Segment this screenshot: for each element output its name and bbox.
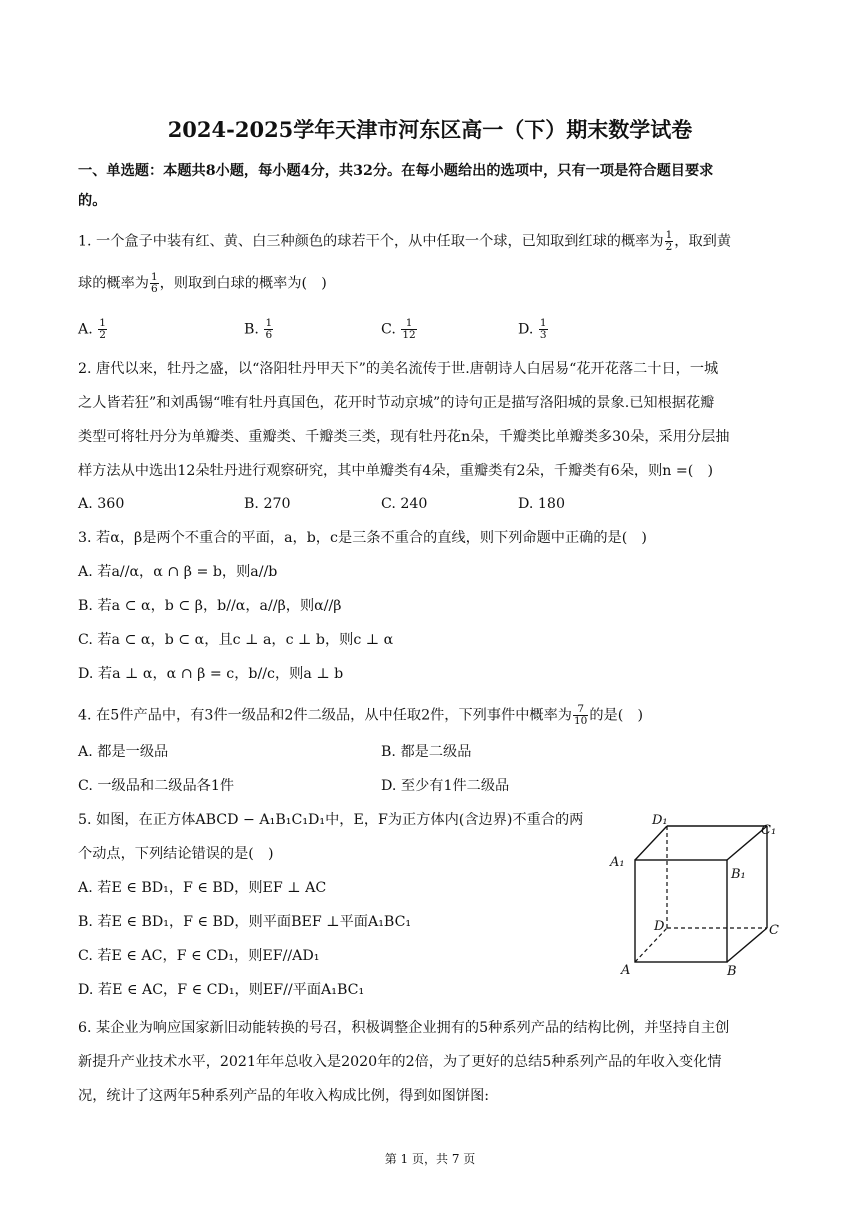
q5-option-a: A. 若E ∈ BD₁，F ∈ BD，则EF ⊥ AC [78, 880, 327, 896]
q4-option-d: D. 至少有1件二级品 [381, 778, 510, 794]
section-heading-line2: 的。 [78, 193, 107, 209]
q3-option-b: B. 若a ⊂ α，b ⊂ β，b//α，a//β，则α//β [78, 598, 342, 614]
q5-option-b: B. 若E ∈ BD₁，F ∈ BD，则平面BEF ⊥平面A₁BC₁ [78, 914, 412, 930]
cube-diagram [604, 808, 784, 978]
exam-title: 2024-2025学年天津市河东区高一（下）期末数学试卷 [167, 117, 693, 142]
q2-stem-line1: 2. 唐代以来，牡丹之盛，以“洛阳牡丹甲天下”的美名流传于世.唐朝诗人白居易“花开花落二十日，一城 [78, 361, 719, 377]
label-c: C [769, 923, 779, 938]
q5-option-c: C. 若E ∈ AC，F ∈ CD₁，则EF//AD₁ [78, 948, 320, 964]
label-a: A [621, 963, 631, 978]
q1-fraction-red: $\frac{1}{2}$ [665, 229, 673, 253]
section-heading-line1: 一、单选题：本题共8小题，每小题4分，共32分。在每小题给出的选项中，只有一项是符合题目要求 [78, 163, 714, 179]
q3-option-a: A. 若a//α，α ∩ β = b，则a//b [78, 564, 278, 580]
label-b1: B₁ [731, 867, 746, 882]
q4-fraction: $\frac{7}{10}$ [573, 703, 588, 727]
q1-option-a: A. $\frac{1}{2}$ [78, 317, 106, 341]
q5-option-d: D. 若E ∈ AC，F ∈ CD₁，则EF//平面A₁BC₁ [78, 982, 365, 998]
q4-option-a: A. 都是一级品 [78, 744, 169, 760]
q6-stem-line2: 新提升产业技术水平，2021年年总收入是2020年的2倍，为了更好的总结5种系列产品的年收入变化情 [78, 1054, 722, 1070]
q4-option-c: C. 一级品和二级品各1件 [78, 778, 235, 794]
q3-stem: 3. 若α，β是两个不重合的平面，a，b，c是三条不重合的直线，则下列命题中正确的是( ) [78, 530, 647, 546]
q1-stem-line1: 1. 一个盒子中装有红、黄、白三种颜色的球若干个，从中任取一个球，已知取到红球的概率为 $\frac{1}{2}$ ，取到黄 [78, 229, 732, 253]
q1-fraction-yellow: $\frac{1}{6}$ [150, 271, 158, 295]
label-c1: C₁ [761, 823, 777, 838]
q1-stem-line2: 球的概率为 $\frac{1}{6}$ ，则取到白球的概率为( ) [78, 271, 327, 295]
q6-stem-line3: 况，统计了这两年5种系列产品的年收入构成比例，得到如图饼图: [78, 1088, 490, 1104]
q1-option-d: D. $\frac{1}{3}$ [518, 317, 547, 341]
q2-option-a: A. 360 [78, 496, 125, 512]
q2-option-b: B. 270 [244, 496, 291, 512]
q2-stem-line4: 样方法从中选出12朵牡丹进行观察研究，其中单瓣类有4朵，重瓣类有2朵，千瓣类有6朵，则n =( ) [78, 463, 714, 479]
q2-stem-line3: 类型可将牡丹分为单瓣类、重瓣类、千瓣类三类，现有牡丹花n朵，千瓣类比单瓣类多30朵，采用分层抽 [78, 429, 730, 445]
q1-option-c: C. $\frac{1}{12}$ [381, 317, 416, 341]
q5-stem-line2: 个动点，下列结论错误的是( ) [78, 846, 274, 862]
q4-stem: 4. 在5件产品中，有3件一级品和2件二级品，从中任取2件，下列事件中概率为 $\frac{7}{10}$ 的是( ) [78, 703, 643, 727]
q4-option-b: B. 都是二级品 [381, 744, 472, 760]
q2-option-c: C. 240 [381, 496, 428, 512]
q5-stem-line1: 5. 如图，在正方体ABCD − A₁B₁C₁D₁中，E，F为正方体内(含边界)不重合的两 [78, 812, 584, 828]
page-footer: 第 1 页，共 7 页 [384, 1152, 476, 1166]
q2-stem-line2: 之人皆若狂”和刘禹锡“唯有牡丹真国色，花开时节动京城”的诗句正是描写洛阳城的景象.已知根据花瓣 [78, 395, 715, 411]
q6-stem-line1: 6. 某企业为响应国家新旧动能转换的号召，积极调整企业拥有的5种系列产品的结构比例，并坚持自主创 [78, 1020, 730, 1036]
q3-option-d: D. 若a ⊥ α，α ∩ β = c，b//c，则a ⊥ b [78, 666, 344, 682]
q2-option-d: D. 180 [518, 496, 565, 512]
label-a1: A₁ [610, 855, 625, 870]
label-d: D [654, 919, 665, 934]
q3-option-c: C. 若a ⊂ α，b ⊂ α，且c ⊥ a，c ⊥ b，则c ⊥ α [78, 632, 394, 648]
label-b: B [727, 964, 737, 978]
q1-option-b: B. $\frac{1}{6}$ [244, 317, 273, 341]
label-d1: D₁ [652, 813, 668, 828]
